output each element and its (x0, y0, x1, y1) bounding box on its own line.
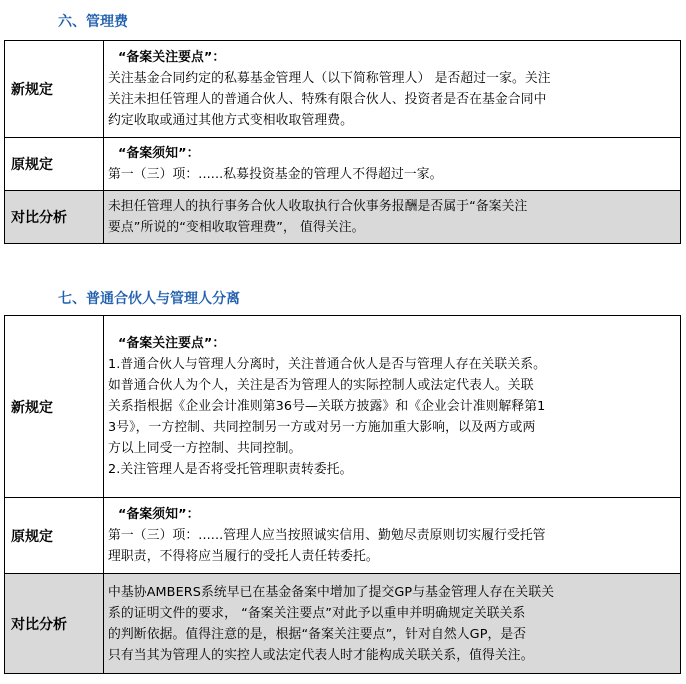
text-line: 中基协AMBERS系统早已在基金备案中增加了提交GP与基金管理人存在关联关 (108, 584, 555, 600)
row-heading: “备案须知”： (118, 507, 200, 522)
row-content (104, 41, 681, 138)
section-title: 六、管理费 (58, 14, 128, 30)
text-line: 系的证明文件的要求， “备案关注要点”对此予以重申并明确规定关联关系 (108, 605, 526, 621)
text-line: 关系指根据《企业会计准则第36号—关联方披露》和《企业会计准则解释第1 (108, 399, 546, 414)
text-line: 1.普通合伙人与管理人分离时，关注普通合伙人是否与管理人存在关联关系。 (108, 357, 547, 372)
text-line: 的判断依据。值得注意的是，根据“备案关注要点”，针对自然人GP，是否 (108, 626, 527, 642)
table-row (5, 191, 681, 244)
text-line: 3号》，一方控制、共同控制另一方或对另一方施加重大影响，以及两方或两 (108, 420, 536, 435)
row-label: 对比分析 (5, 574, 104, 674)
row-label: 新规定 (5, 316, 104, 498)
text-line: 要点”所说的“变相收取管理费”， 值得关注。 (108, 220, 365, 235)
table-row (5, 138, 681, 191)
table-row (5, 316, 681, 498)
row-label: 原规定 (5, 138, 104, 191)
row-heading: “备案关注要点”： (118, 336, 226, 351)
text-line: 关注基金合同约定的私募基金管理人（以下简称管理人） 是否超过一家。关注 (108, 71, 551, 86)
table-row (5, 574, 681, 674)
text-line: 未担任管理人的执行事务合伙人收取执行合伙事务报酬是否属于“备案关注 (108, 199, 528, 214)
row-content (104, 316, 681, 498)
row-label: 新规定 (5, 41, 104, 138)
text-line: 如普通合伙人为个人，关注是否为管理人的实际控制人或法定代表人。关联 (108, 378, 534, 393)
comparison-table (4, 315, 681, 674)
row-content (104, 138, 681, 191)
row-content (104, 191, 681, 244)
text-line: 只有当其为管理人的实控人或法定代表人时才能构成关联关系，值得关注。 (108, 647, 534, 663)
comparison-table (4, 40, 681, 244)
table-row (5, 498, 681, 574)
row-content (104, 498, 681, 574)
text-line: 约定收取或通过其他方式变相收取管理费。 (108, 113, 354, 128)
text-line: 第一（三）项：......私募投资基金的管理人不得超过一家。 (108, 167, 443, 182)
table-row (5, 41, 681, 138)
section-title: 七、普通合伙人与管理人分离 (58, 291, 240, 307)
row-content (104, 574, 681, 674)
row-label: 原规定 (5, 498, 104, 574)
row-heading: “备案须知”： (118, 146, 200, 161)
row-label: 对比分析 (5, 191, 104, 244)
text-line: 关注未担任管理人的普通合伙人、特殊有限合伙人、投资者是否在基金合同中 (108, 92, 547, 107)
text-line: 方以上同受一方控制、共同控制。 (108, 441, 302, 456)
text-line: 第一（三）项：......管理人应当按照诚实信用、勤勉尽责原则切实履行受托管 (108, 528, 546, 543)
text-line: 2.关注管理人是否将受托管理职责转委托。 (108, 462, 353, 477)
text-line: 理职责，不得将应当履行的受托人责任转委托。 (108, 549, 379, 564)
row-heading: “备案关注要点”： (118, 50, 226, 65)
